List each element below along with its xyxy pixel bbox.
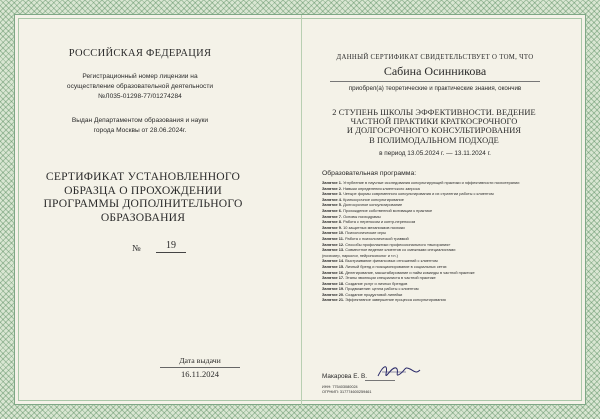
ogrnip-number: ОГРНИП: 317774600259461 <box>322 390 372 394</box>
lesson-text: Краткосрочное консультирование <box>343 196 404 202</box>
license-info <box>40 72 240 102</box>
lesson-text: Основы психодрамы <box>343 213 381 219</box>
license-line: Регистрационный номер лицензии на <box>82 73 198 80</box>
title-line: ПРОГРАММЫ ДОПОЛНИТЕЛЬНОГО <box>43 197 243 210</box>
program-title-line: В ПОЛИМОДАЛЬНОМ ПОДХОДЕ <box>369 135 499 145</box>
lesson-text: Психологические игры <box>345 230 387 236</box>
acquired-text: приобрел(а) теоретические и практические знания, окончив <box>348 85 522 92</box>
title-line: ОБРАЗЦА О ПРОХОЖДЕНИИ <box>64 183 222 197</box>
lesson-label: Занятие 2. <box>322 185 343 191</box>
lesson-label: Занятие 9. <box>322 224 343 230</box>
license-line: №Л035-01298-77/01274284 <box>98 93 182 100</box>
issue-date: 16.11.2024 <box>160 367 240 379</box>
lesson-text: Долгосрочное консультирование <box>343 202 403 208</box>
issuer-info <box>40 116 240 136</box>
program-heading: Образовательная программа: <box>322 170 417 177</box>
lesson-text: Прохождение собственной мотивации к практике <box>343 207 433 213</box>
lesson-label: Занятие 16. <box>322 269 345 275</box>
country-name: РОССИЙСКАЯ ФЕДЕРАЦИЯ <box>68 48 212 59</box>
lesson-text: 10 защитных механизмов психики <box>343 224 405 230</box>
program-title-line: И ДОЛГОСРОЧНОГО КОНСУЛЬТИРОВАНИЯ <box>346 126 522 136</box>
lesson-label: Занятие 11. <box>322 235 344 241</box>
lesson-label: Занятие 1. <box>322 180 343 185</box>
lesson-text: Создание услуг и личных брендов <box>345 280 408 286</box>
signatory-name: Макарова Е. В. <box>322 373 368 380</box>
lesson-label: Занятие 18. <box>322 280 345 286</box>
lesson-text: Навыки определения клиентского запроса <box>343 185 420 191</box>
lesson-label: Занятие 4. <box>322 196 343 202</box>
lesson-label: Занятие 12. <box>322 241 345 247</box>
issue-date-label: Дата выдачи <box>179 356 221 365</box>
lesson-text: Углубление в научные исследования консультирующей практики и эффективности психотерапии <box>343 180 520 185</box>
lesson-text: Этапы эволюции специалиста в частной практике <box>345 275 436 281</box>
lesson-label: Занятие 3. <box>322 191 343 197</box>
lesson-text: Совместное ведение клиентов со смежными специалистами <box>345 247 456 253</box>
lesson-label: Занятие 5. <box>322 202 343 208</box>
lesson-text: Работа с психологической травмой <box>345 235 409 241</box>
lesson-list <box>322 180 582 303</box>
certificate-title <box>28 170 258 224</box>
lesson-label: Занятие 14. <box>322 258 345 264</box>
title-line: СЕРТИФИКАТ УСТАНОВЛЕННОГО <box>45 170 241 183</box>
name-underline <box>330 81 540 82</box>
recipient-name: Сабина Осинникова <box>383 64 487 78</box>
lesson-item <box>322 297 582 303</box>
lesson-text: Выстраивание финансовых отношений с клиентом <box>345 258 438 264</box>
certificate-intro: ДАННЫЙ СЕРТИФИКАТ СВИДЕТЕЛЬСТВУЕТ О ТОМ, ЧТО <box>336 54 534 61</box>
lesson-label: Занятие 15. <box>322 263 345 269</box>
lesson-label: Занятие 13. <box>322 247 345 253</box>
issuer-line: города Москвы от 28.06.2024г. <box>93 127 187 134</box>
study-period: в период 13.05.2024 г. — 13.11.2024 г. <box>379 150 491 157</box>
license-line: осуществление образовательной деятельности <box>66 83 214 90</box>
lesson-label: Занятие 6. <box>322 207 343 213</box>
lesson-text: Продвижение: цепла работы с клиентом <box>345 286 419 292</box>
lesson-text: Личный бренд и позиционирование в социальных сетях <box>345 263 447 269</box>
lesson-text: Создание продуктовой линейки <box>345 291 403 297</box>
lesson-label: Занятие 10. <box>322 230 345 236</box>
inn-number: ИНН: 775403080024 <box>322 385 358 389</box>
signature-image <box>376 360 422 382</box>
tax-ids <box>322 385 372 395</box>
lesson-text: Четыре формы современного консультирования и их стратегии работы с клиентом <box>343 191 494 197</box>
issuer-line: Выдан Департаментом образования и науки <box>71 117 209 124</box>
lesson-label: Занятие 8. <box>322 219 343 225</box>
program-title-line: ЧАСТНОЙ ПРАКТИКИ КРАТКОСРОЧНОГО <box>350 117 518 127</box>
program-title <box>306 108 562 145</box>
lesson-text: Эффективное завершение процесса консультирования <box>345 297 446 303</box>
lesson-label: Занятие 19. <box>322 286 345 292</box>
lesson-text: (психиатр, нарколог, нейропсихолог и т.п.) <box>322 252 398 258</box>
lesson-text: Делегирование, масштабирование и найм команды в частной практике <box>345 269 475 275</box>
certificate-number: 19 <box>156 240 186 253</box>
lesson-label: Занятие 20. <box>322 291 345 297</box>
lesson-label: Занятие 17. <box>322 275 345 281</box>
program-title-line: 2 СТУПЕНЬ ШКОЛЫ ЭФФЕКТИВНОСТИ. ВЕДЕНИЕ <box>332 108 536 117</box>
lesson-label: Занятие 7. <box>322 213 343 219</box>
title-line: ОБРАЗОВАНИЯ <box>100 210 186 224</box>
lesson-label: Занятие 21. <box>322 297 345 303</box>
lesson-text: Способы профилактики профессионального «выгорания» <box>345 241 451 247</box>
lesson-text: Работа с переносом и контр-переносом <box>343 219 416 225</box>
certificate-number-label: № <box>132 243 141 253</box>
